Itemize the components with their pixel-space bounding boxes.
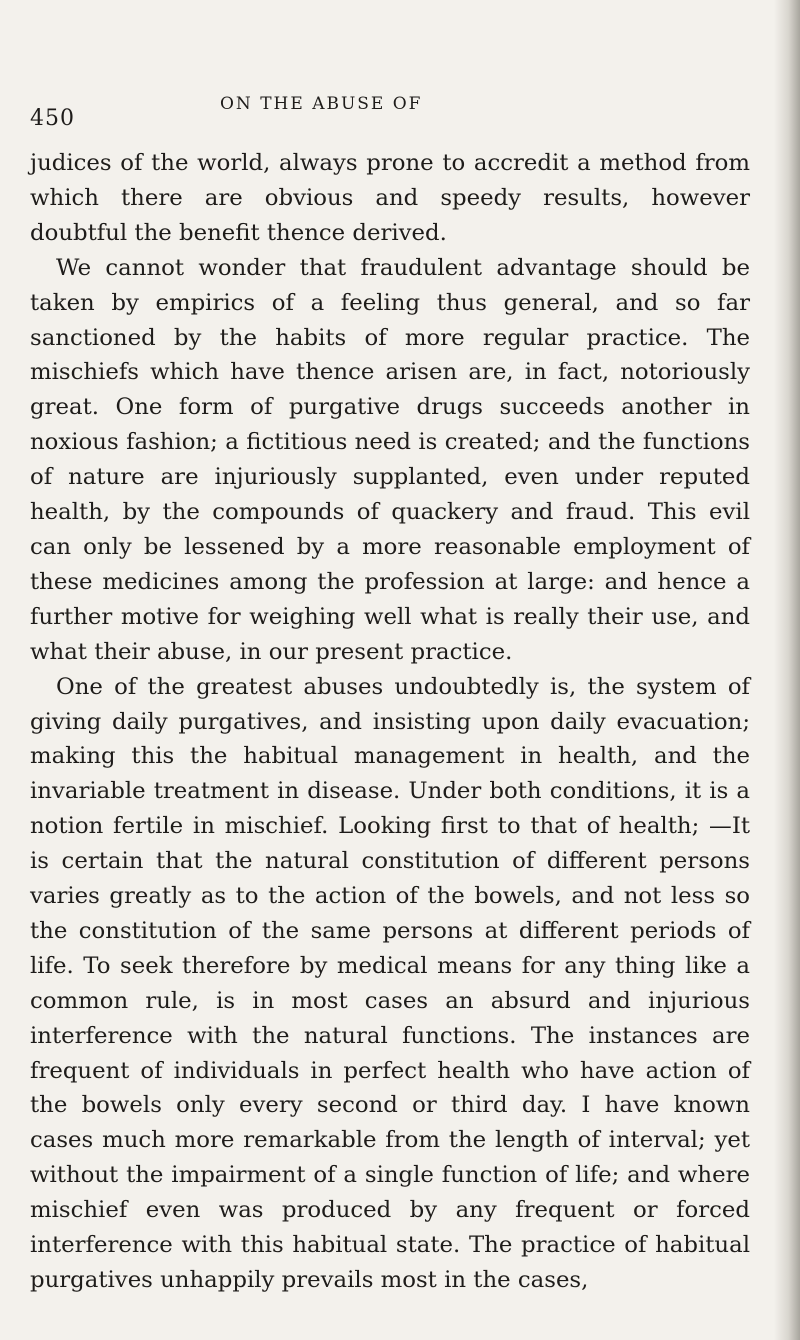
page-header: [30, 94, 710, 134]
paragraph-3: One of the greatest abuses undoubtedly is, the system of giving daily purgatives, and insisting upon daily evacuation; making this the habitual management in health, and the invariable treatment in disease. Under both conditions, it is a notion fertile in mischief. Looking first to that of health; —It is certain that the natural constitution of different persons varies greatly as to the action of the bowels, and not less so the constitution of the same persons at different periods of life. To seek therefore by medical means for any thing like a common rule, is in most cases an absurd and injurious interference with the natural functions. The instances are frequent of individuals in perfect health who have action of the bowels only every second or third day. I have known cases much more remarkable from the length of interval; yet without the impairment of a single function of life; and where mischief even was produced by any frequent or forced interference with this habitual state. The practice of habitual purgatives unhappily prevails most in the cases,: [30, 673, 750, 1293]
page-edge-shadow: [774, 0, 800, 1340]
page-number: 450: [30, 106, 75, 131]
body-text: [30, 146, 750, 1298]
running-head: ON THE ABUSE OF: [220, 94, 423, 114]
paragraph-1: judices of the world, always prone to accredit a method from which there are obvious and speedy results, however doubtful the benefit thence derived.: [30, 150, 750, 246]
paragraph-2: We cannot wonder that fraudulent advantage should be taken by empirics of a feeling thus general, and so far sanctioned by the habits of more regular practice. The mischiefs which have thence arisen are, in fact, notoriously great. One form of purgative drugs succeeds another in noxious fashion; a fictitious need is created; and the functions of nature are injuriously supplanted, even under reputed health, by the compounds of quackery and fraud. This evil can only be lessened by a more reasonable employment of these medicines among the profession at large: and hence a further motive for weighing well what is really their use, and what their abuse, in our present practice.: [30, 254, 750, 665]
